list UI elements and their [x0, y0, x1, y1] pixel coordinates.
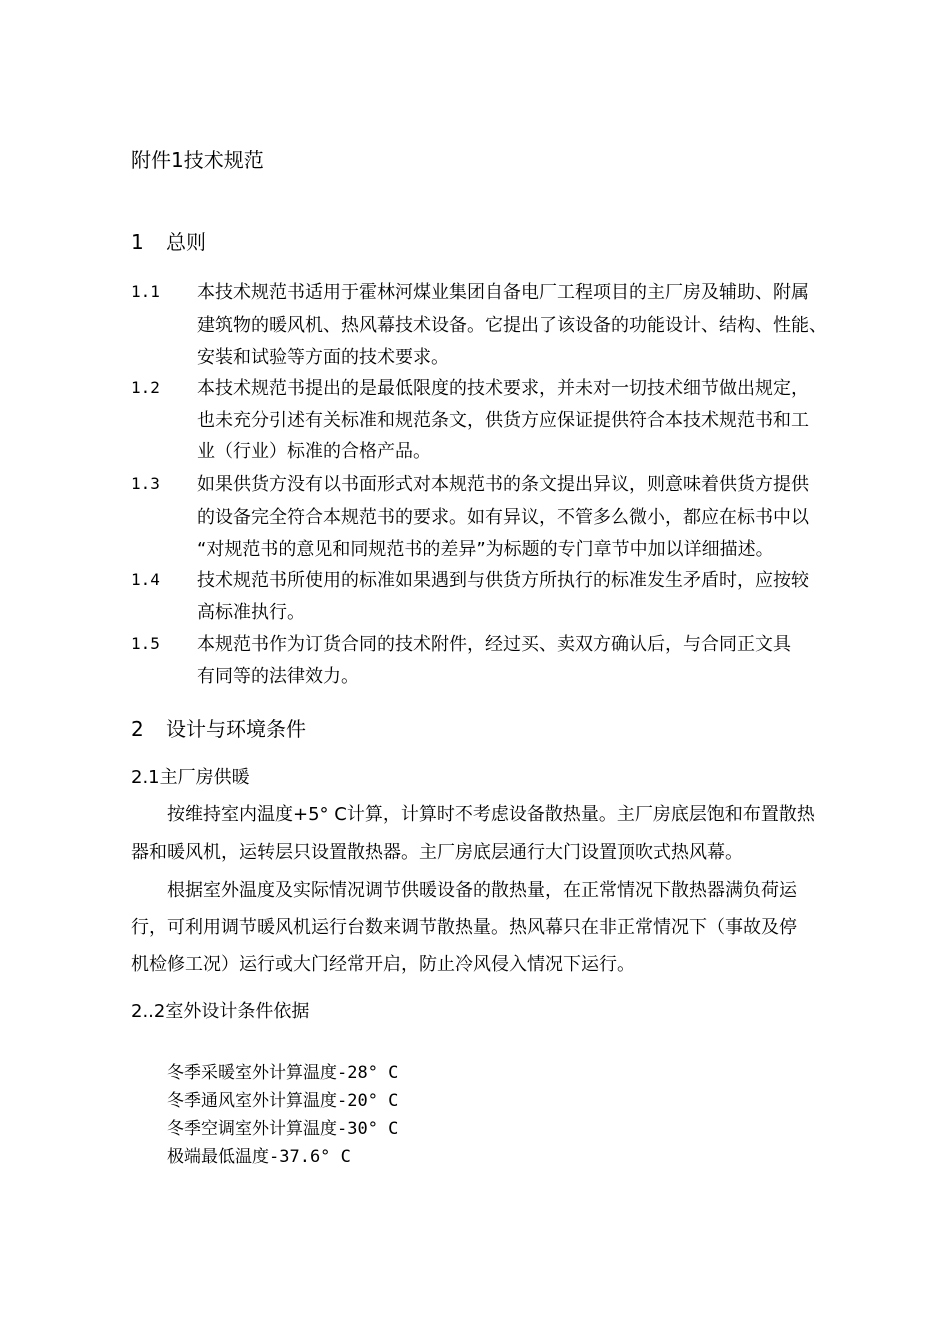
clause-line: 高标准执行。: [197, 602, 305, 623]
subsection-2-2-heading: 2..2室外设计条件依据: [131, 1001, 310, 1022]
section-1-number: 1: [131, 230, 144, 254]
section-2-heading: [131, 713, 306, 742]
section-2-title: 设计与环境条件: [166, 717, 306, 741]
design-condition: 冬季通风室外计算温度-20° C: [167, 1091, 399, 1111]
paragraph-line: 机检修工况）运行或大门经常开启，防止冷风侵入情况下运行。: [131, 954, 635, 975]
paragraph-line: 根据室外温度及实际情况调节供暖设备的散热量，在正常情况下散热器满负荷运: [167, 880, 797, 901]
clause-line: 本技术规范书适用于霍林河煤业集团自备电厂工程项目的主厂房及辅助、附属: [197, 282, 809, 303]
clause-line: 有同等的法律效力。: [197, 666, 359, 687]
design-condition: 极端最低温度-37.6° C: [167, 1147, 351, 1167]
section-1-heading: [131, 226, 206, 255]
design-condition: 冬季采暖室外计算温度-28° C: [167, 1063, 399, 1083]
clause-line: 本规范书作为订货合同的技术附件，经过买、卖双方确认后，与合同正文具: [197, 634, 791, 655]
clause-line: 如果供货方没有以书面形式对本规范书的条文提出异议，则意味着供货方提供: [197, 474, 809, 495]
clause-line: 建筑物的暖风机、热风幕技术设备。它提出了该设备的功能设计、结构、性能、: [197, 315, 827, 336]
subsection-2-1-heading: 2.1主厂房供暖: [131, 767, 250, 788]
document-title: 附件1技术规范: [131, 148, 264, 172]
clause-line: “对规范书的意见和同规范书的差异”为标题的专门章节中加以详细描述。: [197, 539, 774, 560]
clause-number: 1.5: [131, 634, 160, 653]
section-2-number: 2: [131, 717, 144, 741]
clause-number: 1.4: [131, 570, 160, 589]
paragraph-line: 行，可利用调节暖风机运行台数来调节散热量。热风幕只在非正常情况下（事故及停: [131, 917, 797, 938]
clause-line: 也未充分引述有关标准和规范条文，供货方应保证提供符合本技术规范书和工: [197, 410, 809, 431]
clause-line: 本技术规范书提出的是最低限度的技术要求，并未对一切技术细节做出规定，: [197, 378, 809, 399]
clause-number: 1.3: [131, 474, 160, 493]
clause-line: 技术规范书所使用的标准如果遇到与供货方所执行的标准发生矛盾时，应按较: [197, 570, 809, 591]
clause-number: 1.2: [131, 378, 160, 397]
clause-line: 的设备完全符合本规范书的要求。如有异议，不管多么微小，都应在标书中以: [197, 507, 809, 528]
paragraph-line: 器和暖风机，运转层只设置散热器。主厂房底层通行大门设置顶吹式热风幕。: [131, 842, 743, 863]
paragraph-line: 按维持室内温度+5° C计算，计算时不考虑设备散热量。主厂房底层饱和布置散热: [167, 804, 815, 825]
design-condition: 冬季空调室外计算温度-30° C: [167, 1119, 399, 1139]
section-1-title: 总则: [166, 230, 206, 254]
clause-line: 安装和试验等方面的技术要求。: [197, 347, 449, 368]
clause-line: 业（行业）标准的合格产品。: [197, 441, 431, 462]
clause-number: 1.1: [131, 282, 160, 301]
